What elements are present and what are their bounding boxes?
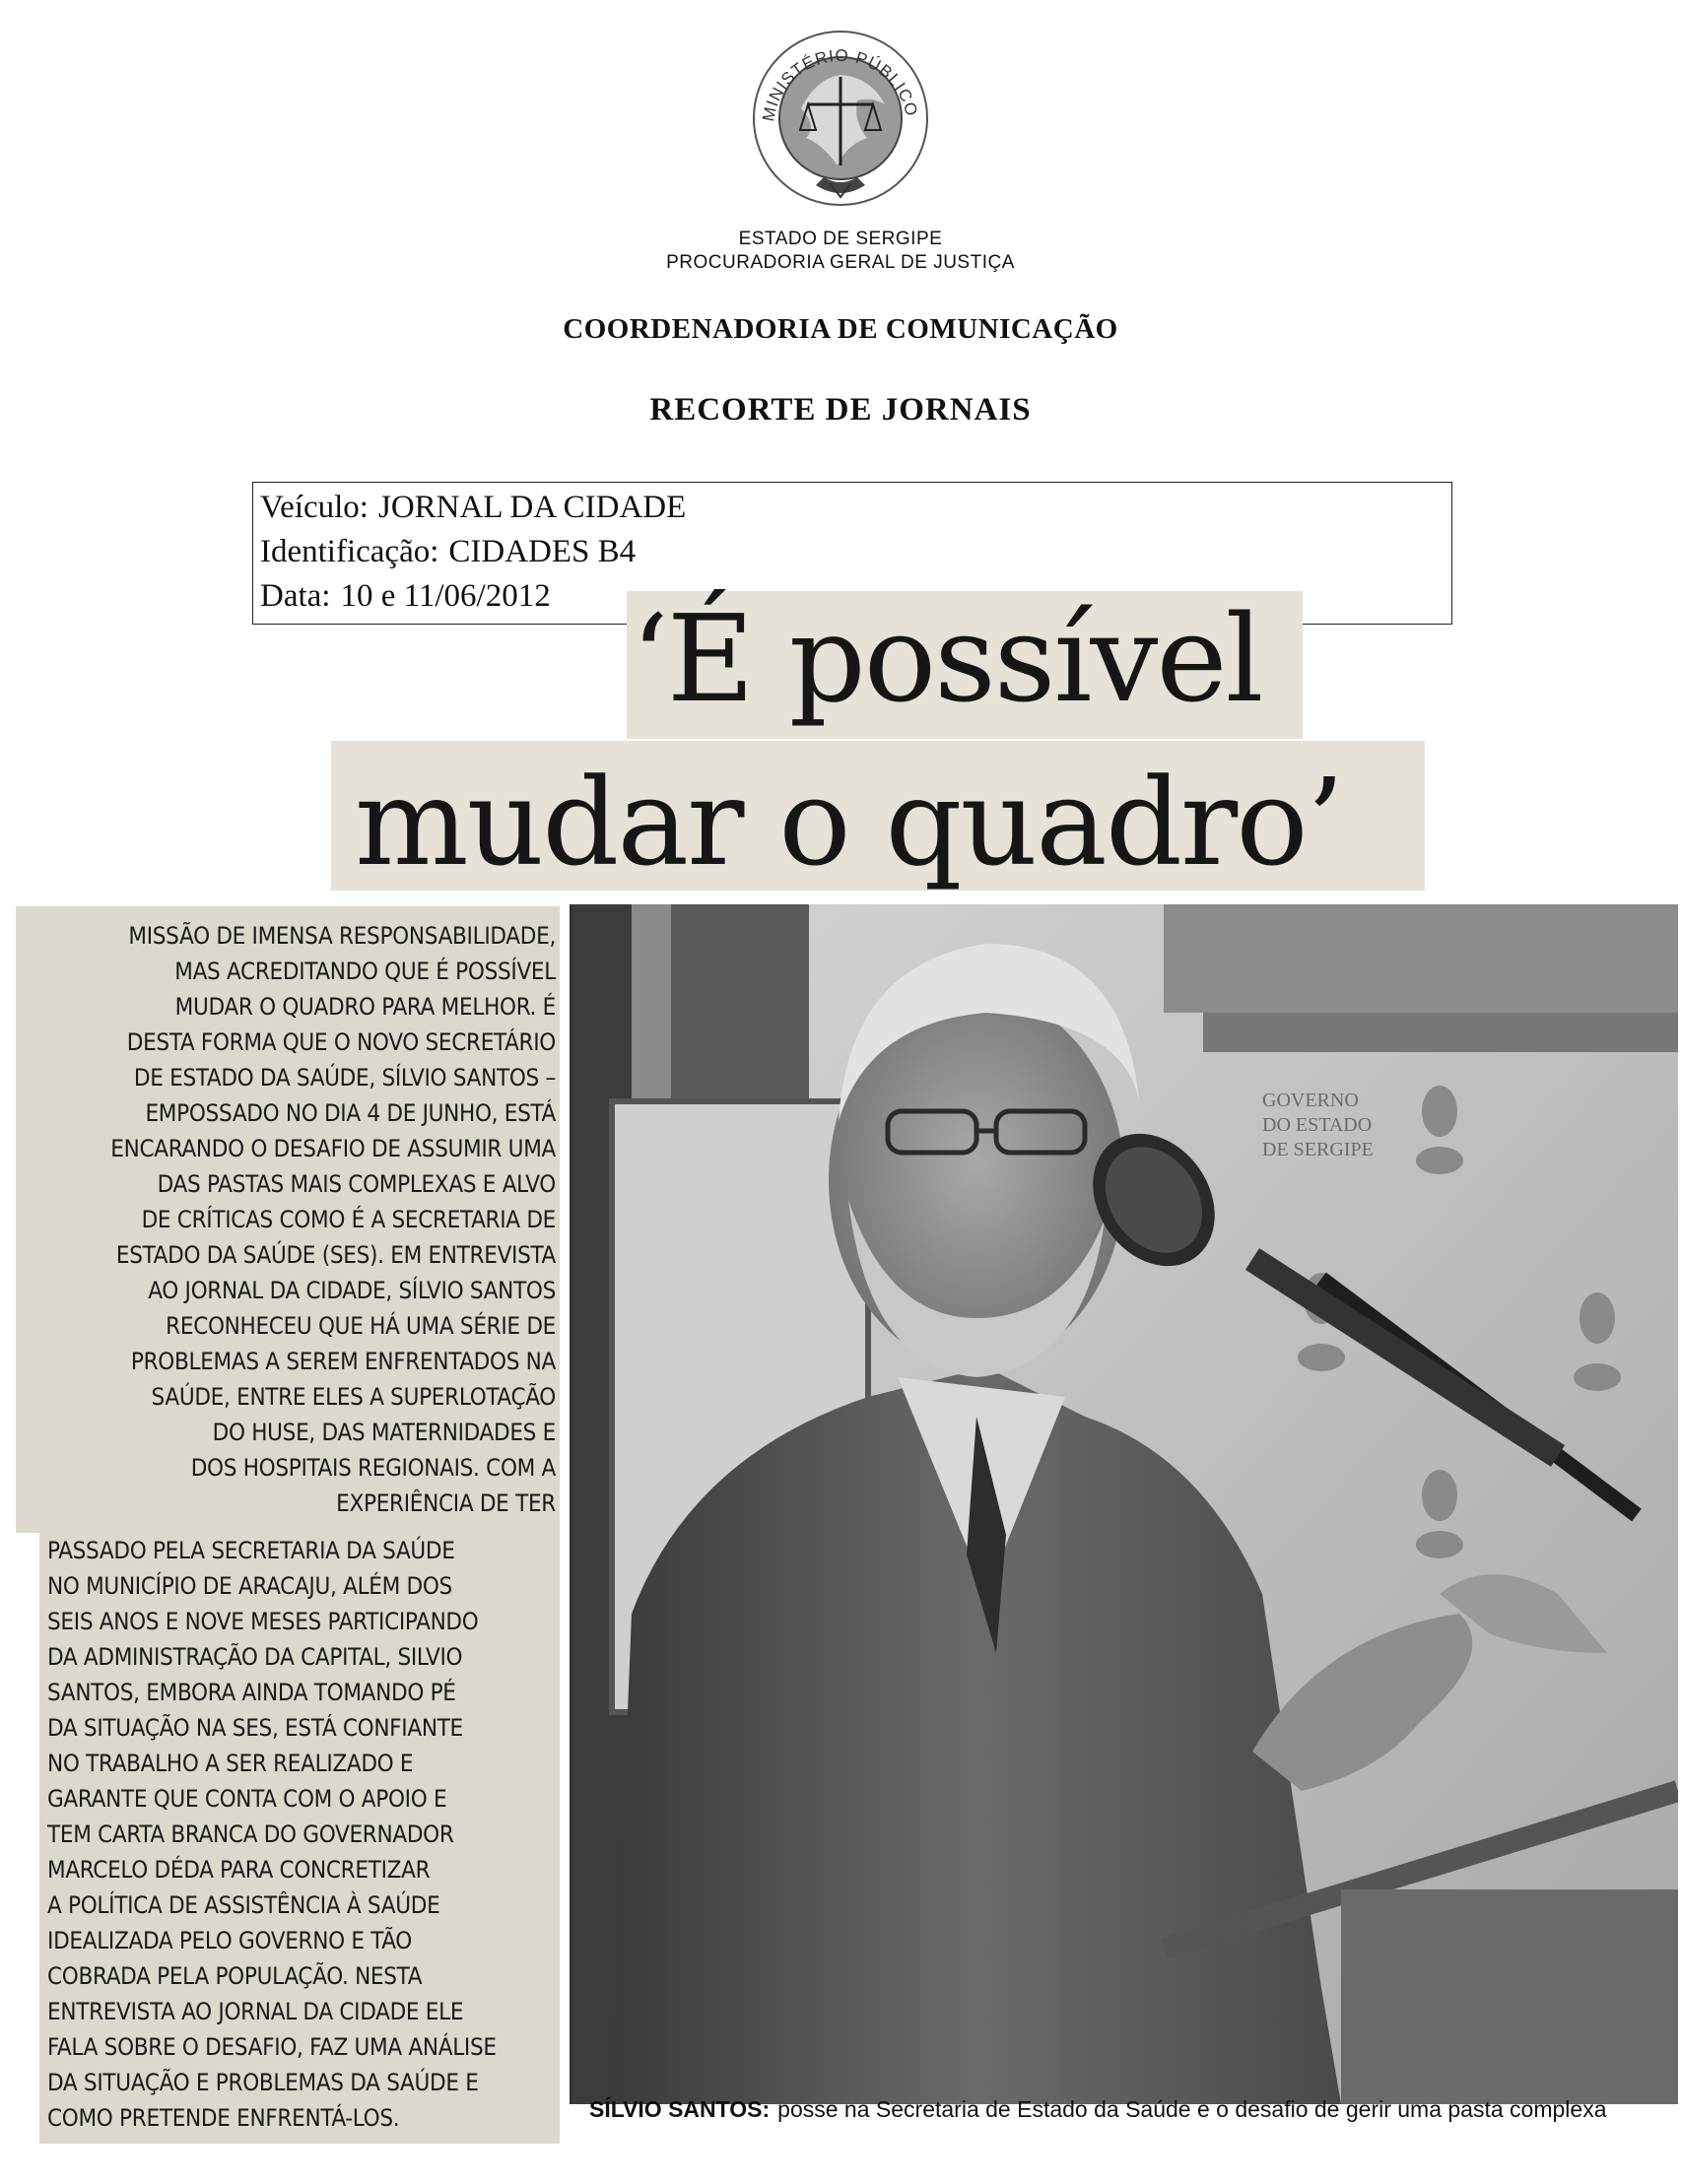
lead-line: TEM CARTA BRANCA DO GOVERNADOR (47, 1820, 454, 1848)
lead-line: SANTOS, EMBORA AINDA TOMANDO PÉ (47, 1679, 456, 1706)
article-photo (570, 904, 1678, 2104)
lead-line: AO JORNAL DA CIDADE, SÍLVIO SANTOS (148, 1277, 556, 1304)
lead-line: EMPOSSADO NO DIA 4 DE JUNHO, ESTÁ (145, 1099, 556, 1127)
lead-line: NO MUNICÍPIO DE ARACAJU, ALÉM DOS (47, 1572, 452, 1600)
lead-line: SEIS ANOS E NOVE MESES PARTICIPANDO (47, 1608, 479, 1635)
svg-text:MINISTÉRIO PÚBLICO (759, 46, 921, 123)
seal-text: MINISTÉRIO PÚBLICO (759, 45, 922, 123)
lead-line: ENTREVISTA AO JORNAL DA CIDADE ELE (47, 1998, 464, 2025)
data-line (260, 578, 551, 615)
lead-paragraph-1 (16, 918, 556, 1521)
coordenadoria-title: COORDENADORIA DE COMUNICAÇÃO (563, 313, 1118, 345)
lead-line: EXPERIÊNCIA DE TER (336, 1489, 556, 1517)
procuradoria-name: PROCURADORIA GERAL DE JUSTIÇA (666, 252, 1015, 273)
veiculo-value: JORNAL DA CIDADE (377, 490, 687, 525)
seal-inscription (749, 30, 932, 213)
backdrop-text-2: DO ESTADO (1262, 1114, 1373, 1136)
lead-line: DAS PASTAS MAIS COMPLEXAS E ALVO (157, 1170, 556, 1198)
headline-line-2: mudar o quadro’ (355, 753, 1343, 893)
state-name: ESTADO DE SERGIPE (738, 229, 943, 249)
data-value: 10 e 11/06/2012 (340, 578, 551, 614)
caption-text: posse na Secretaria de Estado da Saúde e o desafio de gerir uma pasta complexa (777, 2096, 1607, 2122)
headline-line-1: ‘É possível (631, 589, 1262, 729)
lead-line: ENCARANDO O DESAFIO DE ASSUMIR UMA (110, 1135, 556, 1162)
lead-line: ESTADO DA SAÚDE (SES). EM ENTREVISTA (115, 1241, 556, 1269)
lead-line: DE CRÍTICAS COMO É A SECRETARIA DE (141, 1206, 556, 1233)
lead-line: COMO PRETENDE ENFRENTÁ-LOS. (47, 2104, 400, 2132)
lead-line: GARANTE QUE CONTA COM O APOIO E (47, 1785, 447, 1813)
lead-line: RECONHECEU QUE HÁ UMA SÉRIE DE (166, 1312, 556, 1340)
identificacao-line (260, 534, 636, 570)
lead-line: DOS HOSPITAIS REGIONAIS. COM A (190, 1454, 556, 1482)
data-label: Data: (260, 578, 331, 614)
lead-line: PASSADO PELA SECRETARIA DA SAÚDE (47, 1537, 455, 1564)
section-title: RECORTE DE JORNAIS (649, 392, 1032, 428)
lead-line: A POLÍTICA DE ASSISTÊNCIA À SAÚDE (47, 1891, 440, 1919)
lead-line: DA ADMINISTRAÇÃO DA CAPITAL, SILVIO (47, 1643, 463, 1671)
lead-line: MAS ACREDITANDO QUE É POSSÍVEL (174, 958, 556, 985)
lead-line: DESTA FORMA QUE O NOVO SECRETÁRIO (126, 1028, 556, 1056)
lead-line: MARCELO DÉDA PARA CONCRETIZAR (47, 1856, 431, 1884)
lead-line: DE ESTADO DA SAÚDE, SÍLVIO SANTOS – (133, 1064, 556, 1092)
lead-line: DO HUSE, DAS MATERNIDADES E (212, 1419, 556, 1446)
lead-line: NO TRABALHO A SER REALIZADO E (47, 1750, 414, 1777)
veiculo-label: Veículo: (260, 490, 369, 525)
lead-line: MISSÃO DE IMENSA RESPONSABILIDADE, (128, 922, 556, 950)
lead-line: SAÚDE, ENTRE ELES A SUPERLOTAÇÃO (151, 1383, 556, 1411)
identificacao-value: CIDADES B4 (448, 534, 637, 569)
backdrop-text-3: DE SERGIPE (1262, 1139, 1374, 1160)
backdrop-text-1: GOVERNO (1262, 1090, 1359, 1111)
lead-line: MUDAR O QUADRO PARA MELHOR. É (174, 993, 556, 1021)
lead-line: PROBLEMAS A SEREM ENFRENTADOS NA (130, 1348, 556, 1375)
photo-caption (589, 2096, 1606, 2123)
caption-name: SÍLVIO SANTOS: (589, 2096, 771, 2122)
veiculo-line (260, 490, 686, 526)
lead-line: DA SITUAÇÃO NA SES, ESTÁ CONFIANTE (47, 1714, 463, 1742)
lead-line: COBRADA PELA POPULAÇÃO. NESTA (47, 1962, 423, 1990)
lead-paragraph-2 (47, 1533, 556, 2136)
lead-line: IDEALIZADA PELO GOVERNO E TÃO (47, 1927, 413, 1954)
lead-line: FALA SOBRE O DESAFIO, FAZ UMA ANÁLISE (47, 2033, 497, 2061)
identificacao-label: Identificação: (260, 534, 439, 569)
lead-line: DA SITUAÇÃO E PROBLEMAS DA SAÚDE E (47, 2069, 479, 2096)
